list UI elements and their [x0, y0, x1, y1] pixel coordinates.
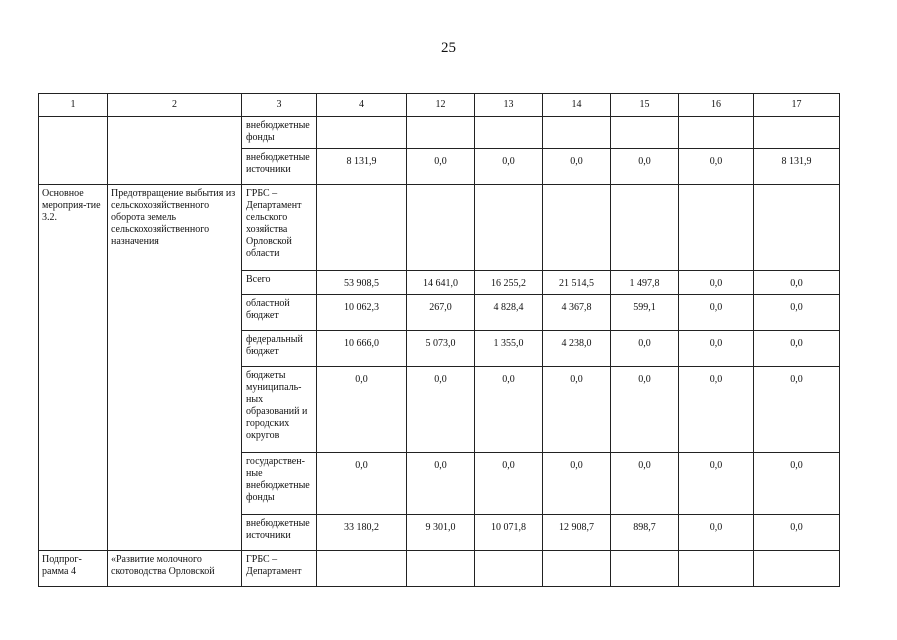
cell-value: 5 073,0 [407, 331, 475, 367]
cell-value [475, 185, 543, 271]
cell-value: 0,0 [611, 331, 679, 367]
cell-value: 0,0 [679, 367, 754, 453]
cell-value: 0,0 [407, 149, 475, 185]
cell-value [754, 551, 840, 587]
header-row [39, 94, 840, 117]
cell-value: 4 828,4 [475, 295, 543, 331]
cell-value: 21 514,5 [543, 271, 611, 295]
cell-value: 0,0 [543, 367, 611, 453]
header-cell: 4 [317, 94, 407, 117]
cell-value: 1 355,0 [475, 331, 543, 367]
cell-value [317, 117, 407, 149]
cell-value: 0,0 [317, 367, 407, 453]
cell-value: 0,0 [475, 453, 543, 515]
cell-source: внебюджетные фонды [242, 117, 317, 149]
page-number: 25 [441, 40, 456, 56]
cell-value: 4 238,0 [543, 331, 611, 367]
cell-value: 0,0 [611, 367, 679, 453]
header-cell: 16 [679, 94, 754, 117]
cell-source: федеральный бюджет [242, 331, 317, 367]
cell-col1 [39, 117, 108, 185]
cell-value: 14 641,0 [407, 271, 475, 295]
cell-value [407, 551, 475, 587]
cell-value [754, 117, 840, 149]
cell-source: областной бюджет [242, 295, 317, 331]
cell-value: 0,0 [754, 295, 840, 331]
cell-col2 [108, 117, 242, 185]
cell-value: 4 367,8 [543, 295, 611, 331]
header-cell: 12 [407, 94, 475, 117]
cell-value [679, 117, 754, 149]
cell-value: 898,7 [611, 515, 679, 551]
cell-value: 33 180,2 [317, 515, 407, 551]
cell-value: 0,0 [407, 367, 475, 453]
cell-value: 267,0 [407, 295, 475, 331]
header-cell: 3 [242, 94, 317, 117]
cell-value [543, 551, 611, 587]
cell-value: 0,0 [679, 149, 754, 185]
cell-source: ГРБС – Департамент [242, 551, 317, 587]
cell-source: внебюджетные источники [242, 515, 317, 551]
cell-value: 0,0 [754, 453, 840, 515]
cell-value [611, 117, 679, 149]
cell-value: 0,0 [679, 271, 754, 295]
cell-source: внебюджетные источники [242, 149, 317, 185]
cell-value: 0,0 [543, 149, 611, 185]
cell-col1: Основное мероприя-тие 3.2. [39, 185, 108, 551]
cell-col2: Предотвращение выбытия из сельскохозяйственного оборота земель сельскохозяйственного назначения [108, 185, 242, 551]
cell-value: 53 908,5 [317, 271, 407, 295]
cell-value [611, 185, 679, 271]
cell-value [317, 551, 407, 587]
cell-value [407, 185, 475, 271]
cell-value: 0,0 [475, 149, 543, 185]
header-cell: 2 [108, 94, 242, 117]
cell-value: 16 255,2 [475, 271, 543, 295]
cell-value: 10 666,0 [317, 331, 407, 367]
cell-value: 0,0 [679, 331, 754, 367]
cell-value [679, 185, 754, 271]
header-cell: 17 [754, 94, 840, 117]
header-cell: 15 [611, 94, 679, 117]
cell-value: 0,0 [754, 331, 840, 367]
cell-source: ГРБС – Департамент сельского хозяйства Орловской области [242, 185, 317, 271]
cell-value [475, 117, 543, 149]
cell-value: 10 071,8 [475, 515, 543, 551]
cell-value [317, 185, 407, 271]
cell-value: 0,0 [679, 295, 754, 331]
cell-value: 0,0 [543, 453, 611, 515]
header-cell: 1 [39, 94, 108, 117]
table-row [39, 185, 840, 271]
cell-value: 0,0 [475, 367, 543, 453]
header-cell: 13 [475, 94, 543, 117]
cell-value: 0,0 [754, 367, 840, 453]
cell-source: государствен-ные внебюджетные фонды [242, 453, 317, 515]
budget-table [38, 93, 840, 587]
cell-value [679, 551, 754, 587]
cell-value: 599,1 [611, 295, 679, 331]
table-row [39, 117, 840, 149]
cell-value: 0,0 [407, 453, 475, 515]
cell-value: 0,0 [754, 271, 840, 295]
cell-value: 10 062,3 [317, 295, 407, 331]
cell-value: 0,0 [679, 515, 754, 551]
table-row [39, 551, 840, 587]
cell-value: 0,0 [317, 453, 407, 515]
cell-value: 8 131,9 [754, 149, 840, 185]
cell-col1: Подпрог-рамма 4 [39, 551, 108, 587]
cell-value [543, 185, 611, 271]
header-cell: 14 [543, 94, 611, 117]
cell-col2: «Развитие молочного скотоводства Орловской [108, 551, 242, 587]
cell-value: 9 301,0 [407, 515, 475, 551]
cell-value: 12 908,7 [543, 515, 611, 551]
cell-value [611, 551, 679, 587]
cell-value [407, 117, 475, 149]
cell-value [475, 551, 543, 587]
cell-value [543, 117, 611, 149]
cell-source: бюджеты муниципаль-ных образований и городских округов [242, 367, 317, 453]
cell-value: 0,0 [679, 453, 754, 515]
cell-value: 0,0 [611, 149, 679, 185]
cell-source: Всего [242, 271, 317, 295]
cell-value: 1 497,8 [611, 271, 679, 295]
cell-value: 8 131,9 [317, 149, 407, 185]
cell-value: 0,0 [754, 515, 840, 551]
cell-value [754, 185, 840, 271]
cell-value: 0,0 [611, 453, 679, 515]
